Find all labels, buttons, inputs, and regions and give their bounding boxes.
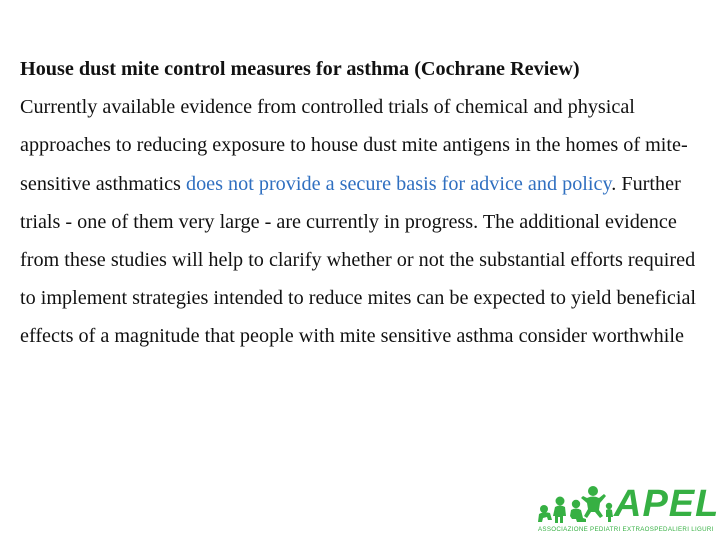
logo-wordmark: APEL <box>614 483 720 525</box>
apel-logo <box>536 482 720 538</box>
logo-caption: ASSOCIAZIONE PEDIATRI EXTRAOSPEDALIERI LIGURI <box>538 526 714 533</box>
body-text-highlight: does not provide a secure basis for advice and policy <box>185 172 612 195</box>
slide-content <box>20 50 712 356</box>
slide-title: House dust mite control measures for asthma (Cochrane Review) <box>20 58 580 80</box>
body-text-conclusion: . Further trials - one of them very large - are currently in progress. The additional evidence from these studies will help to clarify whether or not the substantial efforts required to implement strategies intended to reduce mites can be expected to yield beneficial effects of a magnitude that people with mite sensitive asthma consider worthwhile <box>20 172 697 348</box>
children-figures-icon <box>536 482 616 526</box>
slide-body <box>20 88 712 355</box>
body-text-intro: Currently available evidence from controlled trials of chemical and physical approaches to reducing exposure to house dust mite antigens in the homes of mite-sensitive asthmatics <box>20 96 688 195</box>
